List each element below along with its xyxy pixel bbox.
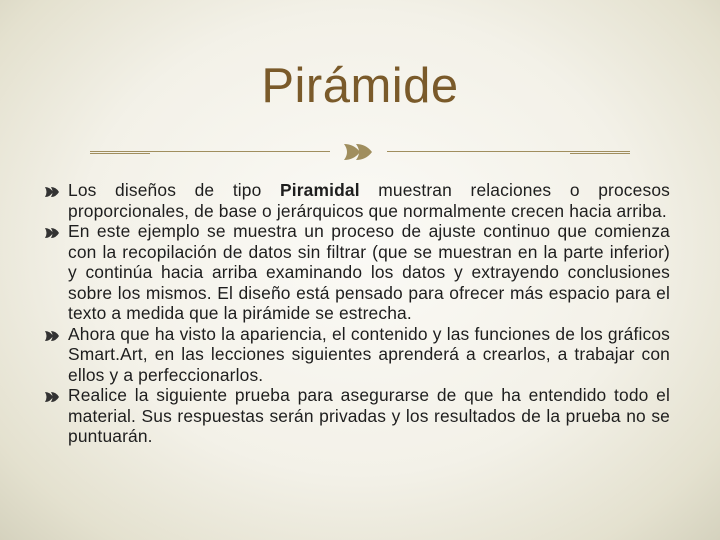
paragraph-text: En este ejemplo se muestra un proceso de ajuste continuo que comienza con la recopilación de datos sin filtrar (que se muestran en la parte inferior) y continúa hacia arriba examinando los datos y extrayendo conclusiones sobre los mismos. El diseño está pensado para ofrecer más espacio para el texto a medida que la pirámide se estrecha. [68, 221, 670, 323]
bullet-item [44, 324, 670, 386]
paragraph-text: Los diseños de tipo [68, 180, 281, 200]
leaf-bullet-icon [44, 327, 61, 348]
leaf-bullet-icon [44, 183, 61, 204]
paragraph-text: muestran relaciones o procesos proporcionales, de base o jerárquicos que normalmente crecen hacia arriba. [68, 180, 670, 221]
paragraph-text: Realice la siguiente prueba para asegurarse de que ha entendido todo el material. Sus respuestas serán privadas y los resultados de la prueba no se puntuarán. [68, 385, 670, 446]
leaf-bullet-icon [44, 388, 61, 409]
bold-term: Piramidal [280, 180, 360, 200]
bullet-list [44, 180, 670, 447]
slide-title: Pirámide [261, 59, 459, 113]
bullet-item [44, 221, 670, 324]
title-divider [90, 138, 630, 166]
bullet-item [44, 385, 670, 447]
bullet-item [44, 180, 670, 221]
leaf-ornament-icon [340, 138, 380, 166]
leaf-bullet-icon [44, 224, 61, 245]
paragraph-text: Ahora que ha visto la apariencia, el contenido y las funciones de los gráficos Smart.Art, en las lecciones siguientes aprenderá a crearlos, a trabajar con ellos y a perfeccionarlos. [68, 323, 670, 385]
